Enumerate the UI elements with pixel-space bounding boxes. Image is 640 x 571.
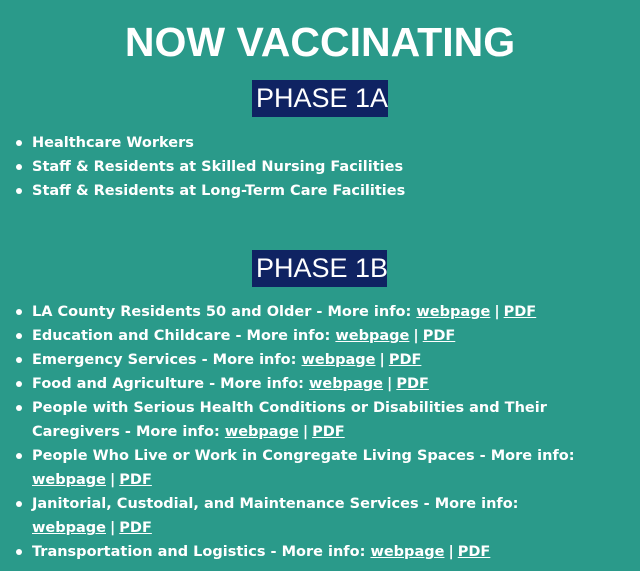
pdf-link[interactable]: PDF <box>312 424 345 440</box>
list-item <box>16 492 628 540</box>
list-item-text: Emergency Services - <box>32 352 213 368</box>
more-info-label: More info: <box>246 328 331 344</box>
list-item-text: Janitorial, Custodial, and Maintenance Services - <box>32 496 435 512</box>
more-info-label: More info: <box>327 304 412 320</box>
bullet-icon <box>16 188 22 194</box>
phase-1a-badge: PHASE 1A <box>252 80 388 117</box>
webpage-link[interactable]: webpage <box>32 520 106 536</box>
list-item <box>16 131 628 155</box>
list-item <box>16 300 628 324</box>
bullet-icon <box>16 405 22 411</box>
list-item <box>16 444 628 492</box>
webpage-link[interactable]: webpage <box>224 424 299 440</box>
link-separator: | <box>110 472 116 488</box>
bullet-icon <box>16 140 22 146</box>
bullet-icon <box>16 549 22 555</box>
list-item-text: Transportation and Logistics - <box>32 544 282 560</box>
list-item-text: Education and Childcare - <box>32 328 247 344</box>
webpage-link[interactable]: webpage <box>309 376 384 392</box>
more-info-label: More info: <box>135 424 220 440</box>
bullet-icon <box>16 381 22 387</box>
list-item-text: Food and Agriculture - <box>32 376 221 392</box>
phase-1b-list <box>16 300 628 564</box>
pdf-link[interactable]: PDF <box>388 352 422 368</box>
phase-1b-badge: PHASE 1B <box>252 250 387 287</box>
pdf-link[interactable]: PDF <box>503 304 537 320</box>
list-item <box>16 324 628 348</box>
list-item-text: People Who Live or Work in Congregate Living Spaces - <box>32 448 491 464</box>
more-info-label: More info: <box>212 352 297 368</box>
list-item <box>16 155 628 179</box>
link-separator: | <box>413 328 419 344</box>
bullet-icon <box>16 453 22 459</box>
bullet-icon <box>16 309 22 315</box>
list-item <box>16 396 628 444</box>
pdf-link[interactable]: PDF <box>457 544 491 560</box>
list-item-text: Staff & Residents at Long-Term Care Facilities <box>32 183 406 199</box>
more-info-label: More info: <box>220 376 304 392</box>
list-item <box>16 179 628 203</box>
link-separator: | <box>302 424 309 440</box>
more-info-label: More info: <box>434 496 519 512</box>
list-item <box>16 540 628 564</box>
webpage-link[interactable]: webpage <box>416 304 491 320</box>
bullet-icon <box>16 164 22 170</box>
list-item <box>16 348 628 372</box>
webpage-link[interactable]: webpage <box>301 352 376 368</box>
phase-1a-list <box>16 131 628 203</box>
pdf-link[interactable]: PDF <box>119 472 152 488</box>
pdf-link[interactable]: PDF <box>396 376 429 392</box>
webpage-link[interactable]: webpage <box>32 472 106 488</box>
more-info-label: More info: <box>281 544 366 560</box>
list-item <box>16 372 628 396</box>
list-item-text: Healthcare Workers <box>32 135 194 151</box>
bullet-icon <box>16 501 22 507</box>
link-separator: | <box>448 544 454 560</box>
bullet-icon <box>16 333 22 339</box>
more-info-label: More info: <box>490 448 575 464</box>
pdf-link[interactable]: PDF <box>422 328 456 344</box>
webpage-link[interactable]: webpage <box>370 544 445 560</box>
bullet-icon <box>16 357 22 363</box>
pdf-link[interactable]: PDF <box>119 520 152 536</box>
list-item-text: People with Serious Health Conditions or Disabilities and Their Caregivers - <box>32 400 547 440</box>
link-separator: | <box>494 304 500 320</box>
webpage-link[interactable]: webpage <box>335 328 410 344</box>
link-separator: | <box>387 376 393 392</box>
list-item-text: Staff & Residents at Skilled Nursing Facilities <box>32 159 404 175</box>
link-separator: | <box>110 520 116 536</box>
page-title: NOW VACCINATING <box>124 19 516 65</box>
list-item-text: LA County Residents 50 and Older - <box>32 304 328 320</box>
link-separator: | <box>379 352 385 368</box>
